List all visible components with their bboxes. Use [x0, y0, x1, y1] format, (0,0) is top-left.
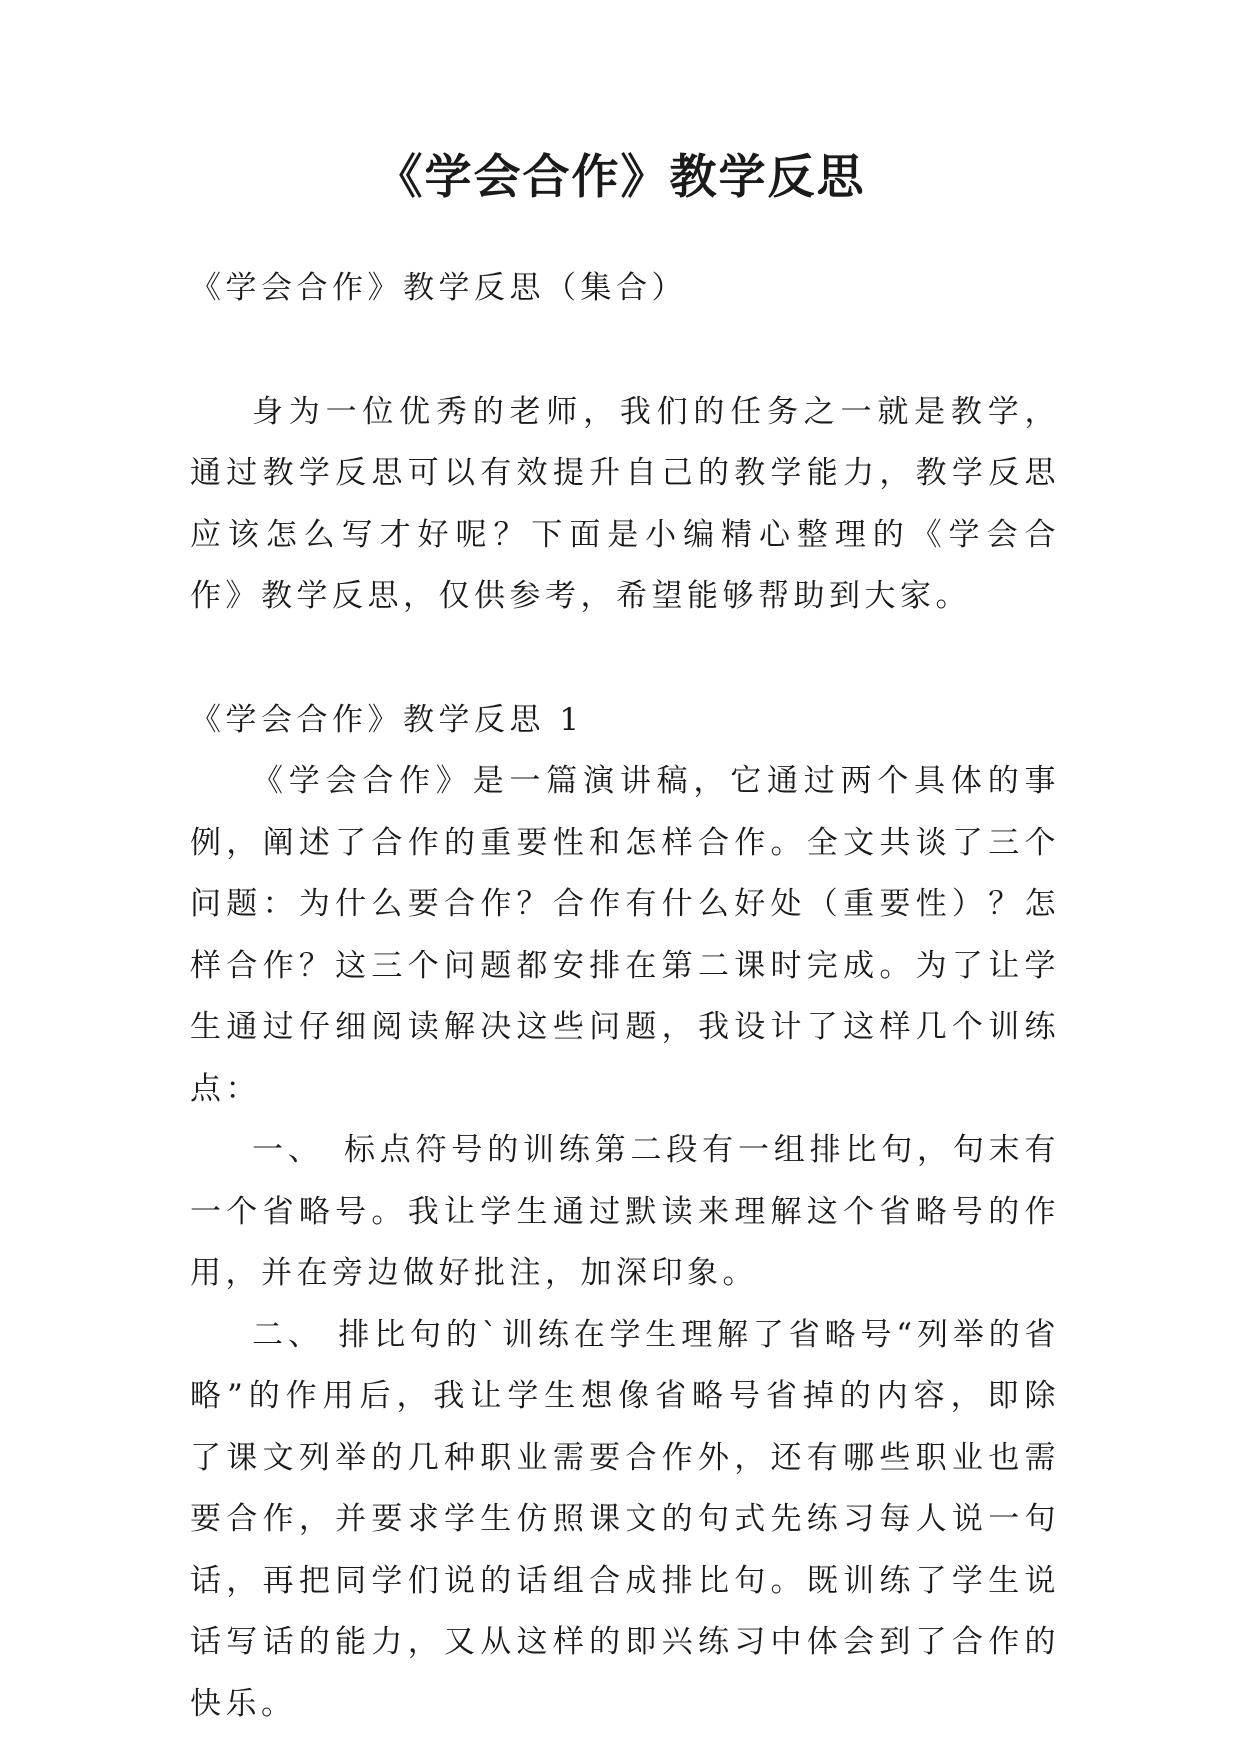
body-paragraph: 《学会合作》是一篇演讲稿，它通过两个具体的事例，阐述了合作的重要性和怎样合作。全文共谈了三个问题：为什么要合作？合作有什么好处（重要性）？怎样合作？这三个问题都安排在第二课时完成。为了让学生通过仔细阅读解决这些问题，我设计了这样几个训练点：: [190, 763, 1060, 1107]
intro-paragraph: 身为一位优秀的老师，我们的任务之一就是教学，通过教学反思可以有效提升自己的教学能力，教学反思应该怎么写才好呢？下面是小编精心整理的《学会合作》教学反思，仅供参考，希望能够帮助到大家。: [190, 393, 1060, 614]
document-subtitle: 《学会合作》教学反思（集合）: [190, 270, 687, 306]
body-paragraph: 一、 标点符号的训练第二段有一组排比句，句末有一个省略号。我让学生通过默读来理解这个省略号的作用，并在旁边做好批注，加深印象。: [190, 1132, 1060, 1291]
document-body: [190, 258, 1060, 1735]
document-title: 《学会合作》教学反思: [375, 150, 866, 205]
section-heading: 《学会合作》教学反思 1: [190, 701, 584, 738]
body-paragraph: 二、 排比句的`训练在学生理解了省略号“列举的省略”的作用后，我让学生想像省略号省掉的内容，即除了课文列举的几种职业需要合作外，还有哪些职业也需要合作，并要求学生仿照课文的句式先练习每人说一句话，再把同学们说的话组合成排比句。既训练了学生说话写话的能力，又从这样的即兴练习中体会到了合作的快乐。: [190, 1316, 1060, 1722]
